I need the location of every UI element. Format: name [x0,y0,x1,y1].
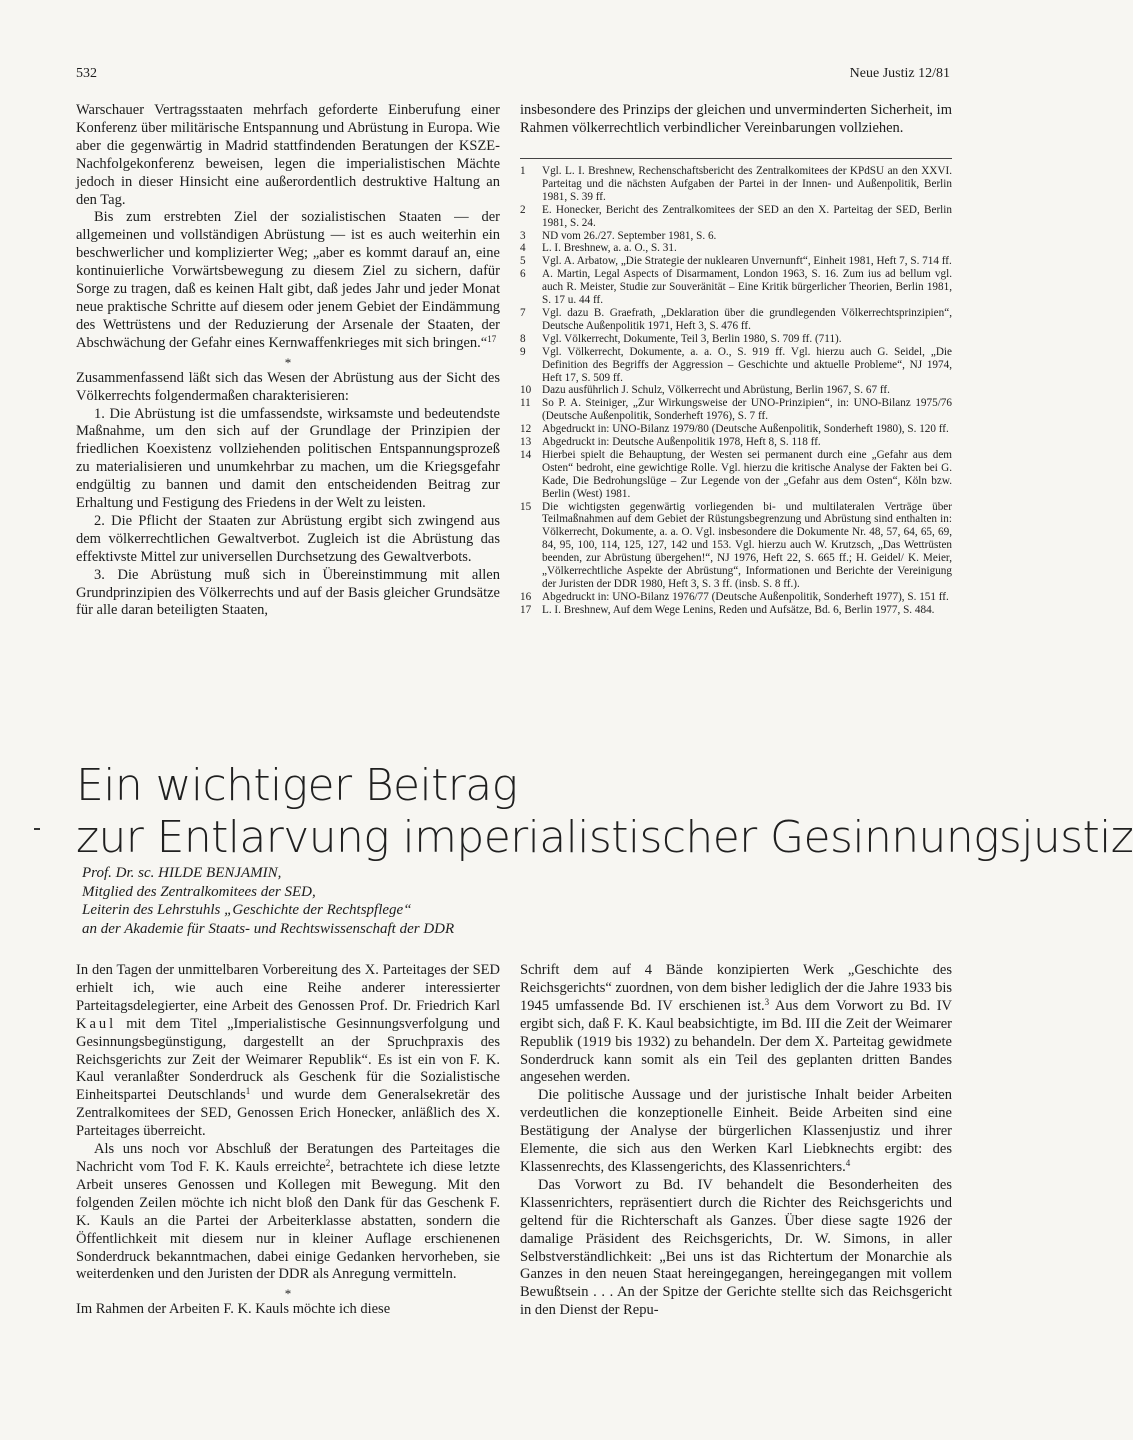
paragraph: insbesondere des Prinzips der gleichen und unverminderten Sicherheit, im Rahmen völkerrechtlich verbindlicher Vereinbarungen vollziehen. [520,102,952,136]
paragraph [520,962,952,1087]
author-name-spaced: Kaul [76,1015,117,1032]
paragraph-text: Bis zum erstrebten Ziel der sozialistischen Staaten — der allgemeinen und vollständigen Abrüstung — ist es auch weiterhin ein beschwerlicher und komplizierter Weg; „aber es kommt darauf an, eine kontinuierliche Vorwärtsbewegung zu diesem Ziel zu sichern, dafür Sorge zu tragen, daß es keinen Halt gibt, daß jedes Jahr und jeder Monat neue praktische Schritte auf diesem oder jenem Gebiet der Eindämmung des Wettrüstens und der Reduzierung der Arsenale der Staaten, der Abschwächung der Gefahr eines Kernwaffenkrieges mit sich bringen.“ [76,209,500,351]
paragraph: Warschauer Vertragsstaaten mehrfach geforderte Einberufung einer Konferenz über militärische Entspannung und Abrüstung in Europa. Wie aber die gegenwärtig in Madrid stattfindenden Beratungen der KSZE-Nachfolgekonferenz beweisen, legen die imperialistischen Mächte jedoch in dieser Hinsicht eine außerordentlich destruktive Haltung an den Tag. [76,102,500,208]
footnote-item [520,384,952,397]
footnote-item [520,604,952,617]
author-affiliation: an der Akademie für Staats- und Rechtswissenschaft der DDR [82,920,455,937]
paragraph [520,1087,952,1177]
footnote-text: Vgl. L. I. Breshnew, Rechenschaftsbericht des Zentralkomitees der KPdSU an den XXVI. Parteitag und die nächsten Aufgaben der Partei in der Innen- und Außenpolitik, Berlin 1981, S. 39 ff. [542,165,952,203]
footnote-number: 6 [520,268,526,281]
footnote-ref: 17 [487,333,497,344]
footnote-item [520,165,952,204]
footnote-item [520,591,952,604]
numbered-item: 1. Die Abrüstung ist die umfassendste, wirksamste und bedeutendste Maßnahme, um den sich auf der Grundlage der Prinzipien der friedlichen Koexistenz vollziehenden politischen Entspannungsprozeß zu materialisieren und unumkehrbar zu machen, um die Kriegsgefahr endgültig zu bannen und damit den entscheidenden Beitrag zur Erhaltung und Festigung des Friedens in der Welt zu leisten. [76,405,500,512]
text-segment: Aus dem Vorwort zu Bd. IV ergibt sich, daß F. K. Kaul beabsichtigte, im Bd. III die Zeit der Weimarer Republik (1919 bis 1932) zu behandeln. Der dem X. Parteitag gewidmete Sonderdruck kann somit als ein Teil des geplanten dritten Bandes angesehen werden. [520,997,953,1086]
title-line: zur Entlarvung imperialistischer Gesinnungsjustiz [76,812,1133,863]
footnote-item [520,333,952,346]
footnote-ref: 2 [325,1157,331,1168]
page-number: 532 [76,66,97,81]
lower-left-column [76,962,500,1319]
footnote-item [520,204,952,230]
numbered-item: 3. Die Abrüstung muß sich in Übereinstimmung mit allen Grundprinzipien des Völkerrechts und auf der Basis gleicher Grundsätze für alle daran beteiligten Staaten, [76,566,500,619]
footnote-item [520,423,952,436]
paragraph: Im Rahmen der Arbeiten F. K. Kauls möchte ich diese [76,1301,391,1318]
footnote-number: 15 [520,500,532,513]
paragraph [76,962,500,1141]
upper-right-column [520,102,952,138]
footnote-text: So P. A. Steiniger, „Zur Wirkungsweise der UNO-Prinzipien“, in: UNO-Bilanz 1975/76 (Deutsche Außenpolitik, Sonderheft 1976), S. 7 ff. [542,397,952,423]
footnote-ref: 1 [245,1086,251,1097]
footnote-item [520,346,952,385]
footnote-text: A. Martin, Legal Aspects of Disarmament, London 1963, S. 16. Zum ius ad bellum vgl. auch R. Meister, Studie zur Souveränität – Eine Kritik bürgerlicher Theorien, Berlin 1981, S. 17 u. 44 ff. [542,268,952,307]
paragraph: Das Vorwort zu Bd. IV behandelt die Besonderheiten des Klassenrichters, repräsentiert durch die Richter des Reichsgerichts und geltend für die Richterschaft als Ganzes. Über diese sagte 1926 der damalige Präsident des Reichsgerichts, Dr. W. Simons, in aller Selbstverständlichkeit: „Bei uns ist das Richtertum der Monarchie als Ganzes in den neuen Staat hereingegangen, hereingegangen mit vollem Bewußtsein . . . An der Spitze der Gerichte stellte sich das Reichsgericht in den Dienst der Repu- [520,1176,952,1319]
title-line: Ein wichtiger Beitrag [76,760,518,811]
section-separator: * [284,1286,292,1302]
numbered-item: 2. Die Pflicht der Staaten zur Abrüstung ergibt sich zwingend aus dem völkerrechtlichen Gewaltverbot. Zugleich ist die Abrüstung das effektivste Mittel zur universellen Durchsetzung des Gewaltverbots. [76,512,500,565]
footnote-text: E. Honecker, Bericht des Zentralkomitees der SED an den X. Parteitag der SED, Berlin 1981, S. 24. [542,203,952,229]
footnote-item [520,307,952,333]
footnote-number: 14 [520,448,532,461]
footnote-number: 3 [520,229,526,242]
footnote-number: 5 [520,255,526,268]
footnote-text: L. I. Breshnew, a. a. O., S. 31. [542,242,677,255]
footnotes-list [520,165,952,617]
footnote-item [520,230,952,243]
footnote-number: 9 [520,345,526,358]
footnote-item [520,501,952,591]
author-name: Prof. Dr. sc. HILDE BENJAMIN, [82,865,282,881]
text-segment: In den Tagen der unmittelbaren Vorbereitung des X. Parteitages der SED erhielt ich, wie auch eine Reihe anderer interessierter Parteitagsdelegierter, eine Arbeit des Genossen Prof. Dr. Friedrich Karl [76,962,500,1014]
page-header [76,66,950,86]
footnote-divider [520,158,952,159]
upper-left-column [76,102,500,620]
author-block [82,864,454,938]
footnote-text: Vgl. Völkerrecht, Dokumente, a. a. O., S. 919 ff. Vgl. hierzu auch G. Seidel, „Die Definition des Begriffs der Aggression – Geschichte und aktuelle Probleme“, NJ 1974, Heft 17, S. 509 ff. [542,345,952,384]
paragraph [76,1141,500,1284]
footnote-text: ND vom 26./27. September 1981, S. 6. [542,229,717,242]
paragraph: Zusammenfassend läßt sich das Wesen der Abrüstung aus der Sicht des Völkerrechts folgendermaßen charakterisieren: [76,369,500,404]
text-segment: Als uns noch vor Abschluß der Beratungen des Parteitages die Nachricht vom Tod F. K. Kauls erreichte [76,1141,500,1175]
margin-mark [34,828,40,830]
section-separator: * [284,354,292,370]
footnote-item [520,436,952,449]
article-title [76,760,1133,864]
text-segment: mit dem Titel „Imperialistische Gesinnungsverfolgung und Gesinnungsbegünstigung, dargestellt an der Spruchpraxis des Reichsgerichts zur Zeit der Weimarer Republik“. Es ist ein von F. K. Kaul veranlaßter Sonderdruck als Geschenk für die Sozialistische Einheitspartei Deutschlands [76,1015,501,1104]
footnote-number: 17 [520,603,532,616]
footnote-ref: 4 [845,1157,851,1168]
journal-issue: Neue Justiz 12/81 [849,66,950,81]
footnote-text: L. I. Breshnew, Auf dem Wege Lenins, Reden und Aufsätze, Bd. 6, Berlin 1977, S. 484. [542,603,935,616]
author-affiliation: Mitglied des Zentralkomitees der SED, [82,883,316,900]
footnote-text: Dazu ausführlich J. Schulz, Völkerrecht und Abrüstung, Berlin 1967, S. 67 ff. [542,384,890,397]
footnote-text: Vgl. Völkerrecht, Dokumente, Teil 3, Berlin 1980, S. 709 ff. (711). [542,332,842,345]
footnote-number: 13 [520,436,532,449]
footnote-text: Abgedruckt in: UNO-Bilanz 1976/77 (Deutsche Außenpolitik, Sonderheft 1977), S. 151 ff. [542,590,949,603]
footnote-number: 10 [520,384,532,397]
footnote-number: 8 [520,332,526,345]
footnote-ref: 3 [764,996,770,1007]
footnote-number: 1 [520,165,526,177]
paragraph-with-quote [76,209,500,352]
text-segment: , betrachtete ich diese letzte Arbeit unseres Genossen und Kollegen mit Bewegung. Mit den folgenden Zeilen möchte ich nicht bloß den Dank für das Geschenk F. K. Kauls an die Partei der Arbeiterklasse abstatten, sondern die Öffentlichkeit mit diesem nur in kleiner Auflage erschienenen Sonderdruck bekanntmachen, dabei einige Gedanken hervorheben, sie weiterdenken und den Juristen der DDR als Anregung vermitteln. [76,1158,500,1283]
footnote-text: Vgl. A. Arbatow, „Die Strategie der nuklearen Unvernunft“, Einheit 1981, Heft 7, S. 714 ff. [542,255,952,268]
footnote-item [520,255,952,268]
footnote-text: Abgedruckt in: Deutsche Außenpolitik 1978, Heft 8, S. 118 ff. [542,436,821,449]
footnote-number: 4 [520,242,526,255]
text-segment: Die politische Aussage und der juristische Inhalt beider Arbeiten verdeutlichen die konzeptionelle Einheit. Beide Arbeiten sind eine Bestätigung der Analyse der bürgerlichen Klassenjustiz und ihrer Elemente, die sich aus den Werken Karl Liebknechts ergibt: des Klassenrechts, des Klassengerichts, des Klassenrichters. [520,1087,952,1175]
footnote-item [520,397,952,423]
footnote-item [520,242,952,255]
footnote-number: 12 [520,423,532,436]
footnote-text: Abgedruckt in: UNO-Bilanz 1979/80 (Deutsche Außenpolitik, Sonderheft 1980), S. 120 ff. [542,423,949,436]
footnote-number: 11 [520,397,531,410]
author-affiliation: Leiterin des Lehrstuhls „Geschichte der Rechtspflege“ [82,902,412,918]
text-segment: Schrift dem auf 4 Bände konzipierten Werk „Geschichte des Reichsgerichts“ zuordnen, von dem bisher lediglich der die Jahre 1933 bis 1945 umfassende Bd. IV erschienen ist. [520,962,952,1014]
footnote-text: Vgl. dazu B. Graefrath, „Deklaration über die grundlegenden Völkerrechtsprinzipien“, Deutsche Außenpolitik 1971, Heft 3, S. 476 ff. [542,306,952,332]
footnote-item [520,268,952,307]
footnote-text: Die wichtigsten gegenwärtig vorliegenden bi- und multilateralen Verträge über Teilmaßnahmen auf dem Gebiet der Rüstungsbegrenzung und Abrüstung sind enthalten in: Völkerrecht, Dokumente, a. a. O. Vgl. insbesondere die Dokumente Nr. 48, 57, 64, 65, 69, 84, 95, 100, 114, 125, 127, 142 und 153. Vgl. hierzu auch W. Krutzsch, „Das Wettrüsten beenden, zur Abrüstung übergehen!“, NJ 1976, Heft 22, S. 665 ff.; H. Geidel/ K. Meier, „Völkerrechtliche Aspekte der Abrüstung“, Informationen und Berichte der Vereinigung der Juristen der DDR 1980, Heft 3, S. 3 ff. (insb. S. 8 ff.). [542,500,952,590]
footnote-item [520,449,952,501]
lower-right-column [520,962,952,1320]
text-segment: und wurde dem Generalsekretär des Zentralkomitees der SED, Genossen Erich Honecker, anläßlich des X. Parteitages überreicht. [76,1087,500,1140]
footnote-text: Hierbei spielt die Behauptung, der Westen sei permanent durch eine „Gefahr aus dem Osten“ bedroht, eine gewichtige Rolle. Vgl. hierzu die kritische Analyse der Fakten bei G. Kade, Die Bedrohungslüge – Zur Legende von der „Gefahr aus dem Osten“, Köln bzw. Berlin (West) 1981. [542,448,952,500]
footnote-number: 7 [520,306,526,319]
footnote-number: 16 [520,590,532,603]
footnote-number: 2 [520,203,526,216]
